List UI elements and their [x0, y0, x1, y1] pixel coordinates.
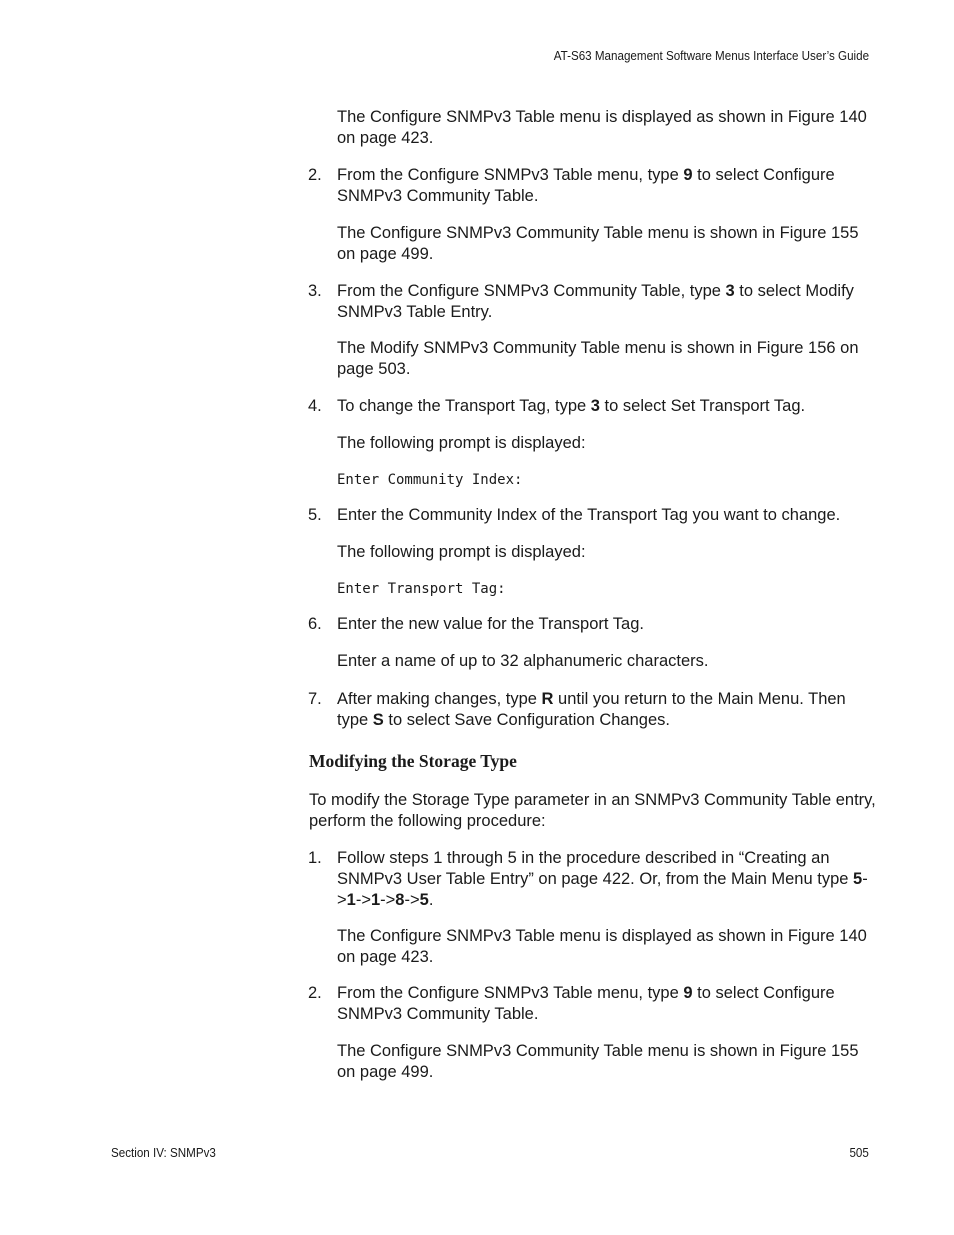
step-number: 2. [308, 984, 322, 1002]
paragraph: Enter a name of up to 32 alphanumeric characters. [337, 652, 709, 670]
step-text: From the Configure SNMPv3 Table menu, type 9 to select Configure SNMPv3 Community Table. [337, 166, 835, 205]
step-number: 3. [308, 282, 322, 300]
step-number: 1. [308, 849, 322, 867]
key-emphasis: S [372, 711, 384, 729]
key-emphasis: R [541, 690, 554, 708]
step-text: To change the Transport Tag, type 3 to select Set Transport Tag. [337, 397, 806, 415]
paragraph: The Configure SNMPv3 Table menu is displayed as shown in Figure 140 on page 423. [337, 927, 867, 966]
step-number: 2. [308, 166, 322, 184]
paragraph: The Configure SNMPv3 Community Table menu is shown in Figure 155 on page 499. [337, 224, 859, 263]
paragraph: The Configure SNMPv3 Table menu is displayed as shown in Figure 140 on page 423. [337, 108, 867, 147]
step-number: 6. [308, 615, 322, 633]
footer-section: Section IV: SNMPv3 [111, 1146, 216, 1160]
step-text: Enter the new value for the Transport Tag. [337, 615, 644, 633]
key-emphasis: 3 [725, 282, 735, 300]
section-heading: Modifying the Storage Type [309, 751, 517, 771]
step-number: 7. [308, 690, 322, 708]
key-emphasis: 9 [683, 984, 693, 1002]
paragraph: The following prompt is displayed: [337, 543, 586, 561]
step-text: Enter the Community Index of the Transport Tag you want to change. [337, 506, 841, 524]
key-emphasis: 3 [590, 397, 600, 415]
step-text: From the Configure SNMPv3 Table menu, type 9 to select Configure SNMPv3 Community Table. [337, 984, 835, 1023]
step-number: 5. [308, 506, 322, 524]
code-prompt: Enter Community Index: [337, 472, 523, 488]
paragraph: The Modify SNMPv3 Community Table menu is shown in Figure 156 on page 503. [337, 339, 859, 378]
paragraph: The following prompt is displayed: [337, 434, 586, 452]
page-number: 505 [849, 1146, 869, 1160]
step-number: 4. [308, 397, 322, 415]
step-text: From the Configure SNMPv3 Community Table, type 3 to select Modify SNMPv3 Table Entry. [337, 282, 854, 321]
step-text: Follow steps 1 through 5 in the procedure described in “Creating an SNMPv3 User Table Entry” on page 422. Or, from the Main Menu type 5->1->1->8->5. [337, 849, 868, 909]
step-text: After making changes, type R until you return to the Main Menu. Then type S to select Save Configuration Changes. [337, 690, 846, 729]
key-emphasis: 9 [683, 166, 693, 184]
intro-paragraph: To modify the Storage Type parameter in an SNMPv3 Community Table entry, perform the following procedure: [309, 791, 876, 830]
paragraph: The Configure SNMPv3 Community Table menu is shown in Figure 155 on page 499. [337, 1042, 859, 1081]
running-header: AT-S63 Management Software Menus Interface User’s Guide [553, 49, 869, 63]
code-prompt: Enter Transport Tag: [337, 581, 506, 597]
